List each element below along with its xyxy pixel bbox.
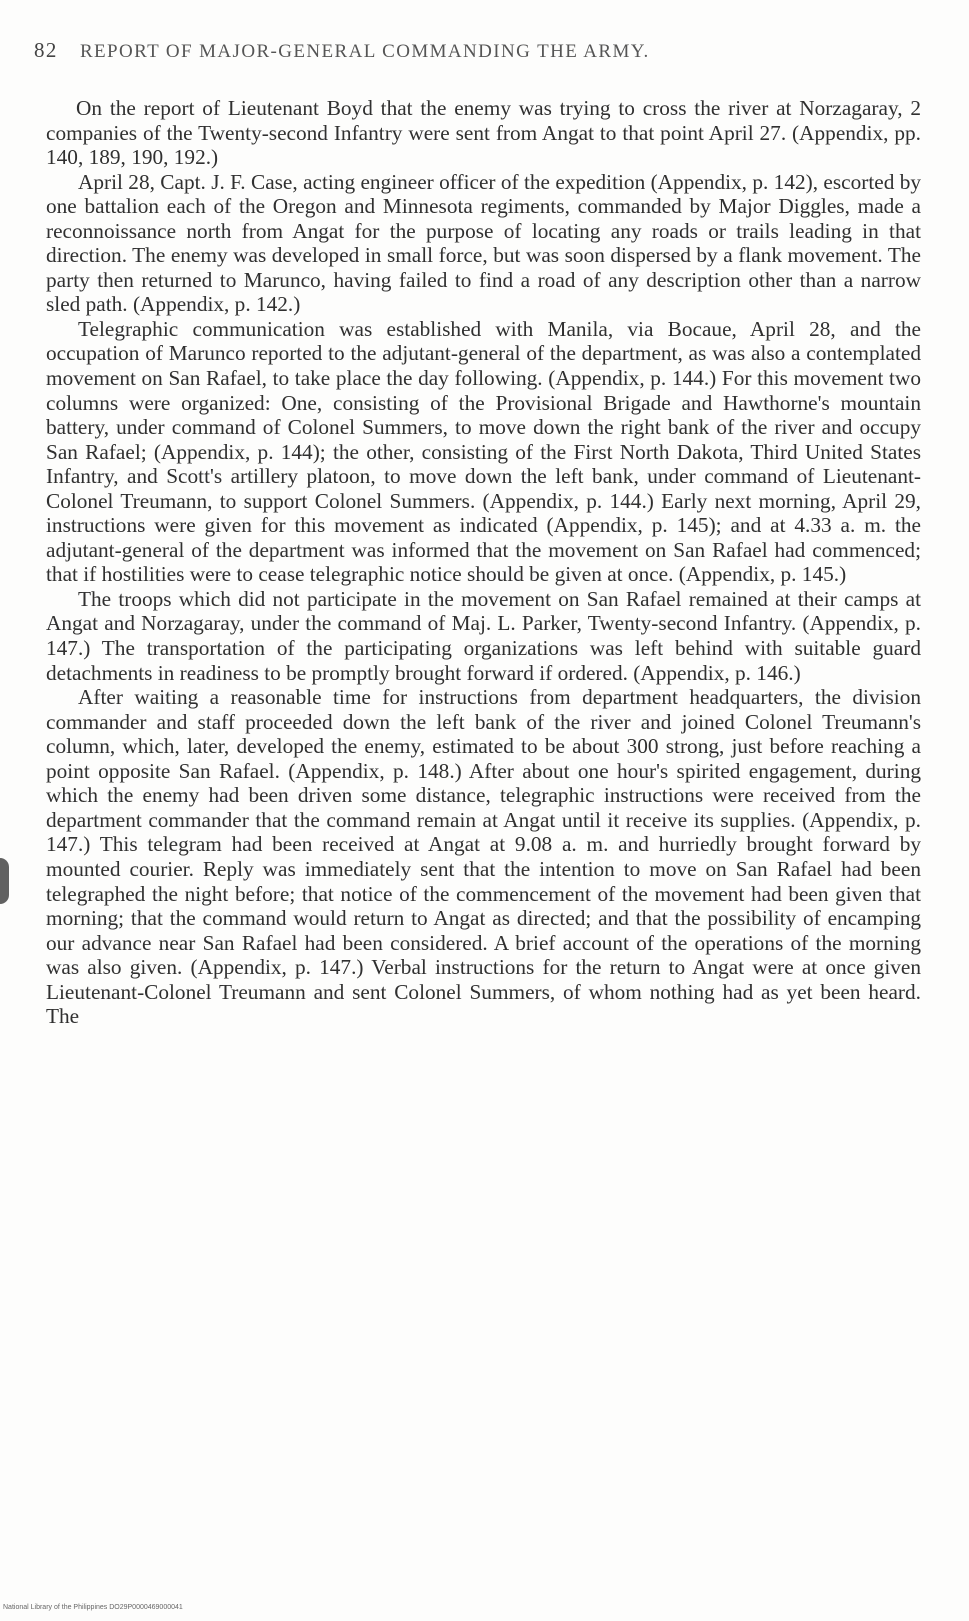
paragraph-remaining-troops: The troops which did not participate in the movement on San Rafael remained at their camps at Angat and Norzagaray, under the command of Maj. L. Parker, Twenty-second Infantry. (Appendix, p. 147.) The transportation of the participating organizations was left behind with suitable guard detachments in readiness to be promptly brought forward if ordered. (Appendix, p. 146.) bbox=[46, 586, 921, 685]
paragraph-telegraphic-communication: Telegraphic communication was established with Manila, via Bocaue, April 28, and the occupation of Marunco reported to the adjutant-general of the department, as was also a contemplated movement on San Rafael, to take place the day following. (Appendix, p. 144.) For this movement two columns were organized: One, consisting of the Provisional Brigade and Hawthorne's mountain battery, under command of Colonel Summers, to move down the right bank of the river and occupy San Rafael; (Appendix, p. 144); the other, consisting of the First North Dakota, Third United States Infantry, and Scott's artillery platoon, to move down the left bank, under command of Lieutenant-Colonel Treumann, to support Colonel Summers. (Appendix, p. 144.) Early next morning, April 29, instructions were given for this movement as indicated (Appendix, p. 145); and at 4.33 a. m. the adjutant-general of the department was informed that the movement on San Rafael had commenced; that if hostilities were to cease telegraphic notice should be given at once. (Appendix, p. 145.) bbox=[46, 316, 921, 587]
page-number: 82 bbox=[34, 38, 58, 62]
footer-credit: National Library of the Philippines DO29P0000469000041 bbox=[3, 1604, 183, 1611]
page-header bbox=[34, 38, 914, 63]
paragraph-division-commander: After waiting a reasonable time for instructions from department headquarters, the division commander and staff proceeded down the left bank of the river and joined Colonel Treumann's column, which, later, developed the enemy, estimated to be about 300 strong, just before reaching a point opposite San Rafael. (Appendix, p. 148.) After about one hour's spirited engagement, during which the enemy had been driven some distance, telegraphic instructions were received from the department commander that the command remain at Angat until it receive its supplies. (Appendix, p. 147.) This telegram had been received at Angat at 9.08 a. m. and hurriedly brought forward by mounted courier. Reply was immediately sent that the intention to move on San Rafael had been telegraphed the night before; that notice of the commencement of the movement had been given that morning; that the command would return to Angat as directed; and that the possibility of encamping our advance near San Rafael had been considered. A brief account of the operations of the morning was also given. (Appendix, p. 147.) Verbal instructions for the return to Angat were at once given Lieutenant-Colonel Treumann and sent Colonel Summers, of whom nothing had as yet been heard. The bbox=[46, 685, 921, 1029]
running-head: REPORT OF MAJOR-GENERAL COMMANDING THE ARMY. bbox=[79, 41, 650, 62]
body-text bbox=[46, 96, 921, 1029]
paragraph-reconnoissance: April 28, Capt. J. F. Case, acting engineer officer of the expedition (Appendix, p. 142), escorted by one battalion each of the Oregon and Minnesota regiments, commanded by Major Diggles, made a reconnoissance north from Angat for the purpose of locating any roads or trails leading in that direction. The enemy was developed in small force, but was soon dispersed by a flank movement. The party then returned to Marunco, having failed to find a road of any description other than a narrow sled path. (Appendix, p. 142.) bbox=[46, 169, 921, 317]
paragraph-boyd-report: On the report of Lieutenant Boyd that the enemy was trying to cross the river at Norzagaray, 2 companies of the Twenty-second Infantry were sent from Angat to that point April 27. (Appendix, pp. 140, 189, 190, 192.) bbox=[46, 96, 921, 170]
margin-blot bbox=[0, 858, 9, 904]
